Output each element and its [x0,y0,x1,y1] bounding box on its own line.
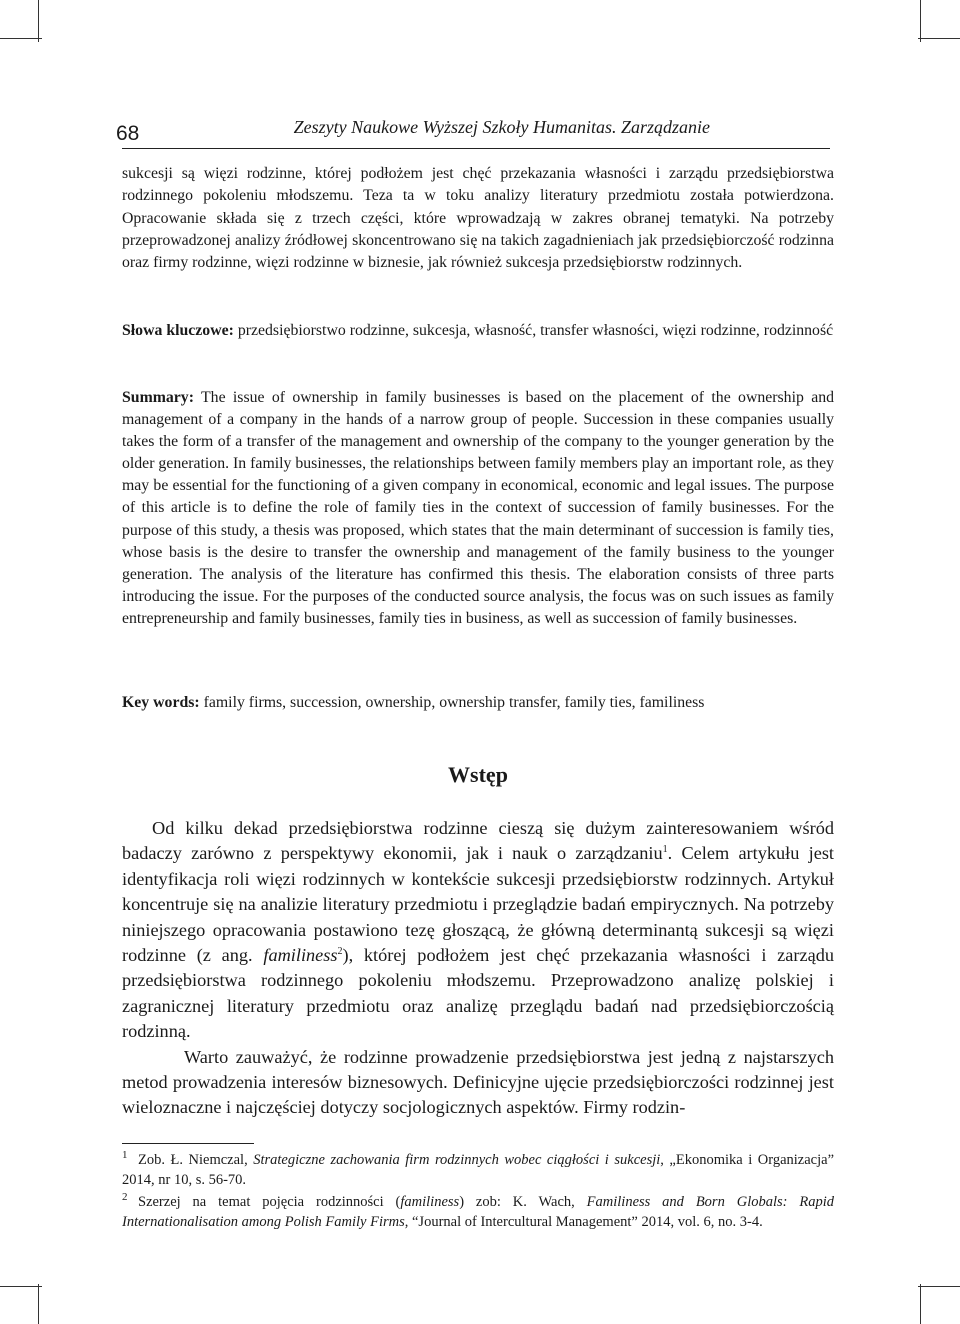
paragraph-2: Warto zauważyć, że rodzinne prowadzenie przedsiębiorstwa jest jedną z najstarszych metod prowadzenia interesów biznesowych. Definicyjne ujęcie przedsiębiorczości rodzinnej jest wieloznaczne i najczęściej dotyczy socjologicznych aspektów. Firmy rodzin- [122,1046,834,1118]
footnote-ref-1: 1 [662,844,668,856]
keywords-en-label: Key words: [122,694,200,711]
keywords-pl-label: Słowa kluczowe: [122,322,234,339]
header-rule [122,148,830,149]
summary-text: The issue of ownership in family businesses is based on the placement of the ownership and management of a company in the hands of a narrow group of people. Succession in these companies usually takes the form of a transfer of the management and ownership of the company to the younger generation by the older generation. In family businesses, the relationships between family members play an important role, as they may be essential for the functioning of a given company in economical, economic and legal issues. The purpose of this article is to define the role of family ties in the context of succession of family businesses. For the purpose of this study, a thesis was proposed, which states that the main determinant of succession is family ties, whose basis is the desire to transfer the ownership and management of the family business to the younger generation. The analysis of the literature has confirmed this thesis. The elaboration consists of three parts introducing the issue. For the purposes of the conducted source analysis, the focus was on such issues as family entrepreneurship and family businesses, family ties in business, as well as succession of family businesses. [122,389,834,627]
crop-mark-bottom-right-h [918,1286,960,1287]
crop-mark-top-left-v [38,0,39,42]
crop-mark-top-left-h [0,38,42,39]
footnote-2-term: familiness [400,1194,460,1210]
crop-mark-bottom-left-h [0,1286,42,1287]
footnote-2: 2 Szerzej na temat pojęcia rodzinności (familiness) zob: K. Wach, Familiness and Born Globals: Rapid Internationalisation among Polish Family Firms, “Journal of Intercultural Management” 2014, vol. 6, no. 3-4. [122,1191,834,1230]
journal-title: Zeszyty Naukowe Wyższej Szkoły Humanitas. Zarządzanie [293,117,710,137]
keywords-pl [122,320,834,343]
footnote-2-part-b: ) zob: K. Wach, [459,1194,587,1210]
section-title: Wstęp [448,762,508,787]
paragraph-1-part-a: Od kilku dekad przedsiębiorstwa rodzinne cieszą się dużym zainteresowaniem wśród badaczy zarówno z perspektywy ekonomii, jak i nauk o zarządzaniu [122,818,834,864]
body-text [122,816,834,1121]
summary-label: Summary: [122,389,194,406]
summary-en [122,387,834,630]
footnote-1-part-b: , „Ekonomika i Organizacja” 2014, nr 10, s. 56-70. [122,1152,835,1188]
crop-mark-top-right-v [920,0,921,42]
paragraph-1 [122,816,834,1045]
paragraph-1-part-b: . Celem artykułu jest identyfikacja roli więzi rodzinnych w kontekście sukcesji przedsiębiorstw rodzinnych. Artykuł koncentruje się na analizie literatury przedmiotu i przeglądzie badań empirycznych. Na potrzeby niniejszego opracowania postawiono tezę głoszącą, że główną determinantą sukcesji są więzi rodzinne (z ang. [122,843,835,966]
crop-mark-bottom-right-v [920,1284,921,1324]
footnote-rule [122,1143,254,1144]
term-familiness: familiness [263,945,338,966]
keywords-en [122,692,834,714]
footnote-1-part-a: Zob. Ł. Niemczal, [138,1152,254,1168]
footnote-2-title: Familiness and Born Globals: Rapid Internationalisation among Polish Family Firms [122,1194,834,1230]
paragraph-1-part-c: ), której podłożem jest chęć przekazania własności i zarządu przedsiębiorstwa rodzinnego pokoleniu młodszemu. Przeprowadzono analizę polskiej i zagranicznej literatury przedmiotu oraz analizę przeglądu badań nad przedsiębiorczością rodzinną. [122,945,834,1042]
running-header [116,112,830,152]
abstract-pl: sukcesji są więzi rodzinne, której podłożem jest chęć przekazania własności i zarządu przedsiębiorstwa rodzinnego pokoleniu młodszemu. Teza ta w toku analizy literatury przedmiotu została potwierdzona. Opracowanie składa się z trzech części, które wprowadzają w zakres obranej tematyki. Na potrzeby przeprowadzonej analizy źródłowej skoncentrowano się na takich zagadnieniach jak przedsiębiorczość rodzinna oraz firmy rodzinne, więzi rodzinne w biznesie, jak również sukcesja przedsiębiorstw rodzinnych. [122,165,834,272]
footnote-1: 1 Zob. Ł. Niemczal, Strategiczne zachowania firm rodzinnych wobec ciągłości i sukcesji, „Ekonomika i Organizacja” 2014, nr 10, s. 56-70. [122,1149,835,1188]
crop-mark-top-right-h [918,38,960,39]
keywords-en-text: family firms, succession, ownership, ownership transfer, family ties, familiness [199,694,705,711]
keywords-pl-text: przedsiębiorstwo rodzinne, sukcesja, własność, transfer własności, więzi rodzinne, rodzinność [233,322,834,339]
footnote-2-part-c: , “Journal of Intercultural Management” 2014, vol. 6, no. 3-4. [404,1214,763,1230]
footnote-1-title: Strategiczne zachowania firm rodzinnych wobec ciągłości i sukcesji [253,1152,661,1168]
footnote-ref-2: 2 [337,945,343,957]
crop-mark-bottom-left-v [38,1284,39,1324]
footnote-2-part-a: Szerzej na temat pojęcia rodzinności ( [138,1194,401,1210]
page-number: 68 [116,122,140,145]
footnotes [122,1150,834,1234]
